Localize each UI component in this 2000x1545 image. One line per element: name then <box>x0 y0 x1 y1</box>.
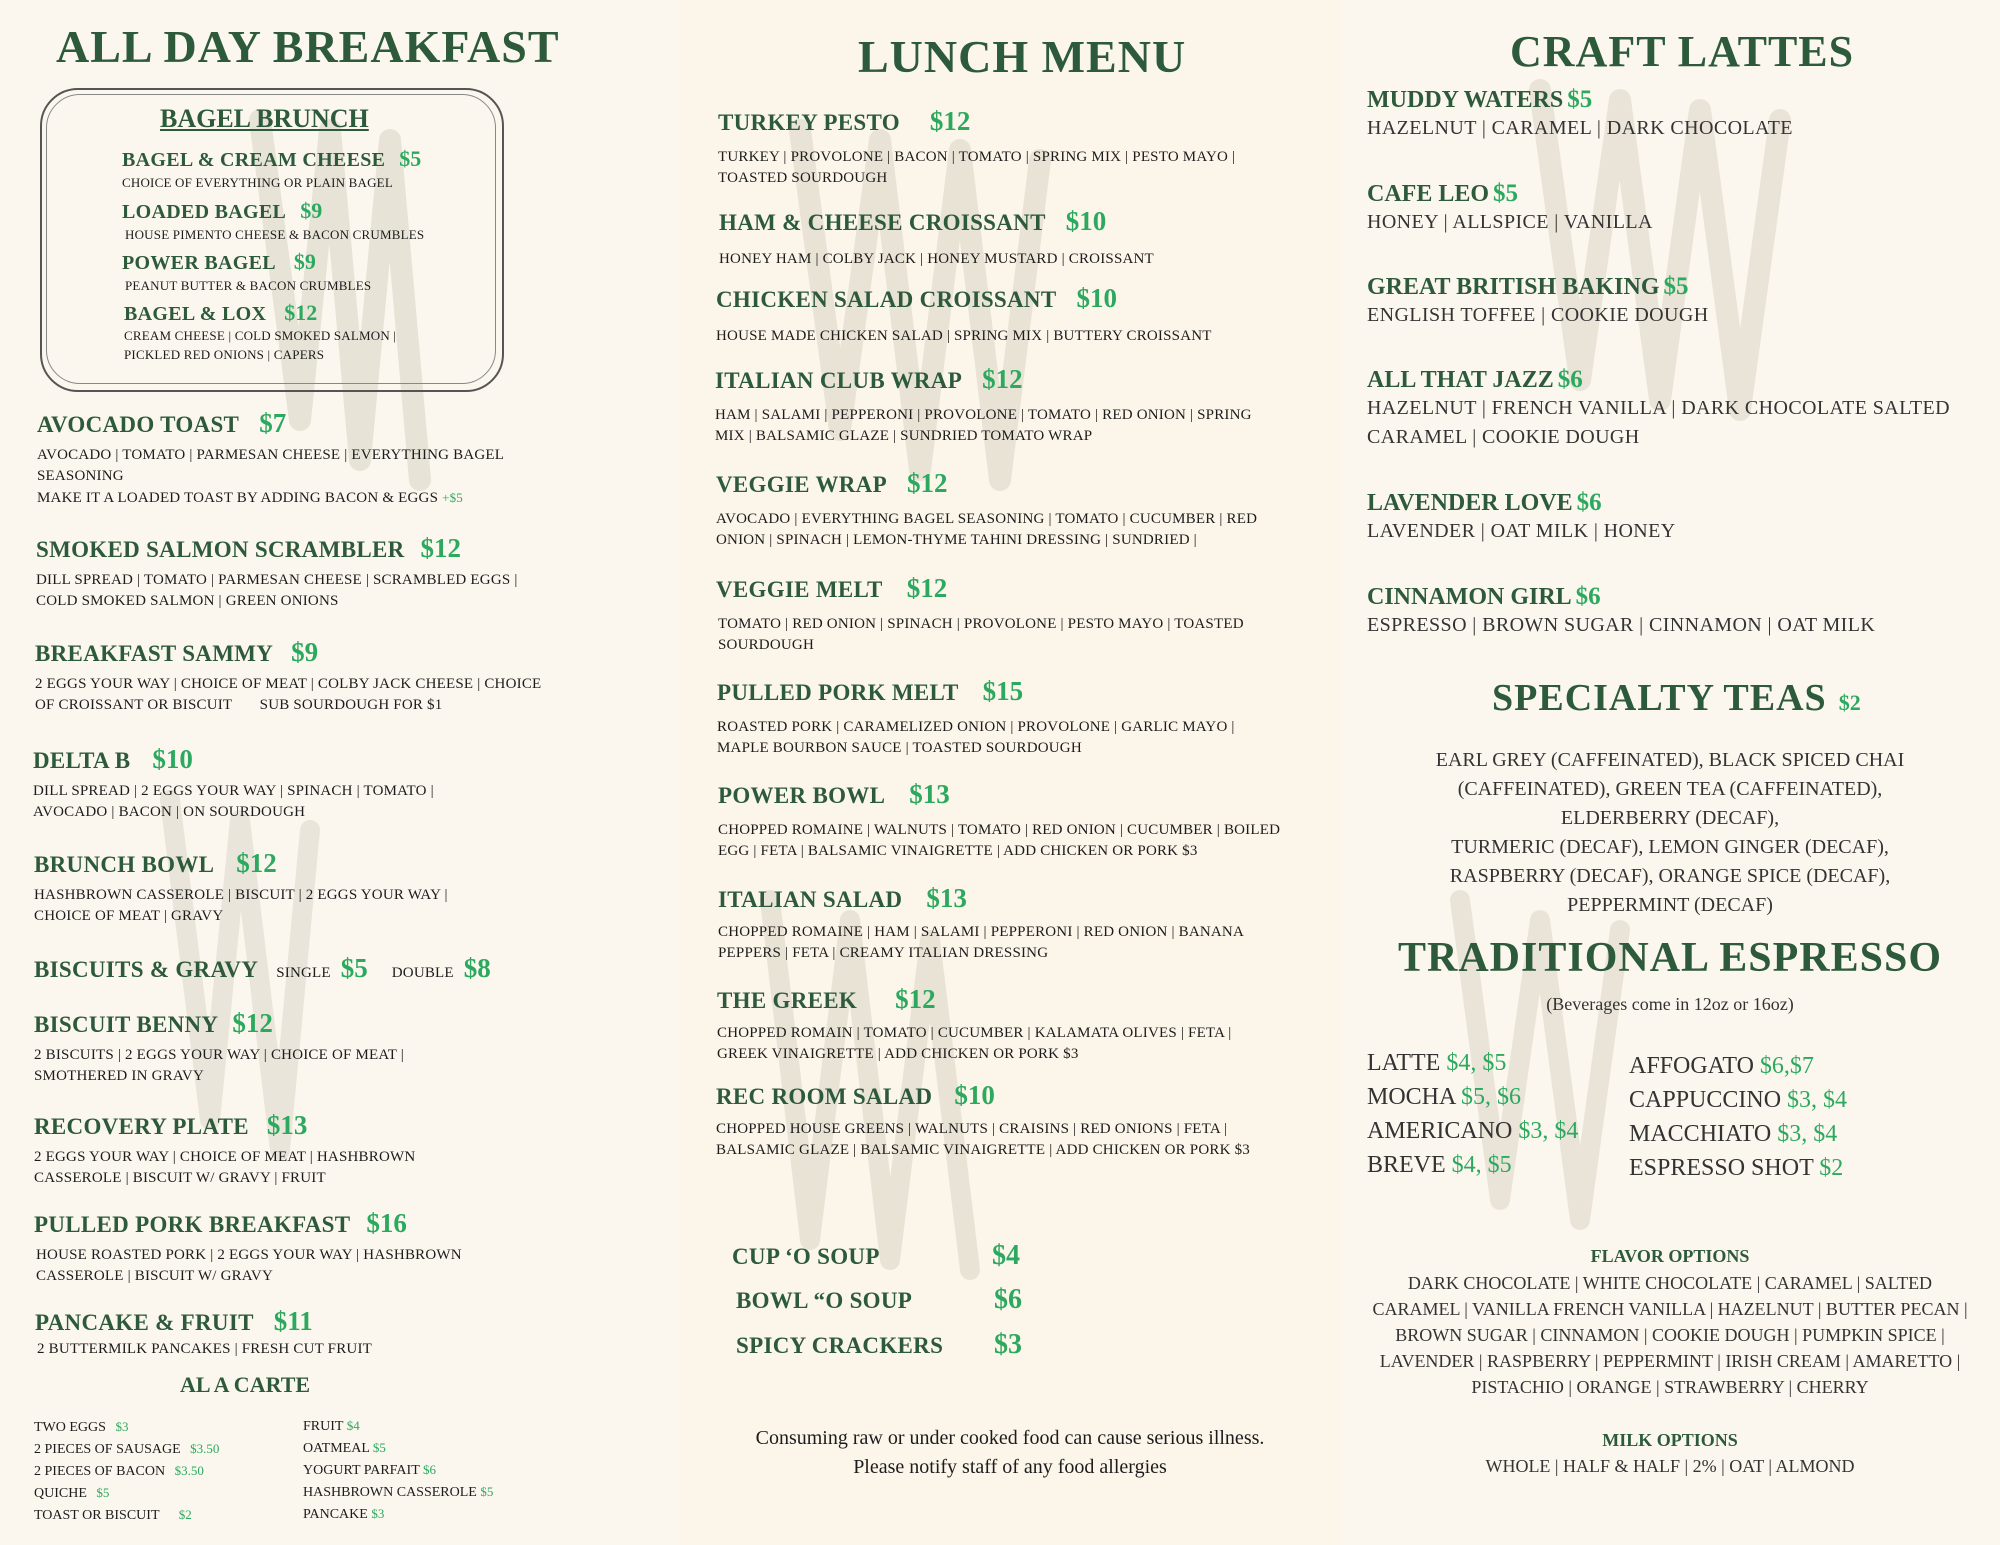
tea-line: EARL GREY (CAFFEINATED), BLACK SPICED CHAI <box>1435 749 1905 771</box>
item-price: $16 <box>366 1208 407 1238</box>
item-name: AVOCADO TOAST <box>37 412 240 437</box>
item-price: $12 <box>236 848 277 878</box>
espresso-price: $4, $5 <box>1451 1152 1512 1178</box>
latte-name: CAFE LEO <box>1367 181 1490 207</box>
ala-carte-name: 2 PIECES OF SAUSAGE <box>34 1442 181 1457</box>
teas-title: SPECIALTY TEAS <box>1492 677 1827 719</box>
item-desc: TOMATO | RED ONION | SPINACH | PROVOLONE | PESTO MAYO | TOASTED <box>718 616 1244 632</box>
espresso-price: $2 <box>1819 1155 1844 1181</box>
menu-item <box>716 283 1212 347</box>
menu-item <box>716 468 1257 551</box>
espresso-price: $3, $4 <box>1777 1121 1838 1147</box>
item-desc: AVOCADO | TOMATO | PARMESAN CHEESE | EVERYTHING BAGEL <box>37 447 505 463</box>
item-desc: 2 EGGS YOUR WAY | CHOICE OF MEAT | HASHBROWN <box>34 1149 416 1165</box>
latte-item <box>1367 86 1793 143</box>
item-desc: TOASTED SOURDOUGH <box>718 170 888 186</box>
ala-carte-price: $3.50 <box>174 1463 204 1478</box>
ala-carte-price: $2 <box>178 1507 192 1522</box>
item-name: VEGGIE MELT <box>716 577 883 602</box>
ala-carte-price: $3 <box>371 1506 385 1521</box>
teas-list <box>1360 746 1980 920</box>
item-desc: GREEK VINAIGRETTE | ADD CHICKEN OR PORK $3 <box>717 1046 1079 1062</box>
ala-carte-price: $5 <box>96 1485 110 1500</box>
latte-desc: HAZELNUT | CARAMEL | DARK CHOCOLATE <box>1367 117 1793 139</box>
espresso-price: $5, $6 <box>1461 1084 1522 1110</box>
menu-item <box>34 1110 415 1189</box>
item-name: LOADED BAGEL <box>122 201 287 223</box>
lunch-panel <box>680 0 1340 1545</box>
bagel-item <box>124 300 396 364</box>
item-desc: PEANUT BUTTER & BACON CRUMBLES <box>125 278 372 293</box>
item-desc: OF CROISSANT OR BISCUIT SUB SOURDOUGH FOR $1 <box>35 697 443 713</box>
item-price: $12 <box>895 984 936 1014</box>
item-desc: CASSEROLE | BISCUIT W/ GRAVY | FRUIT <box>34 1170 326 1186</box>
item-price: $10 <box>1065 206 1107 236</box>
menu-item <box>35 637 541 716</box>
espresso-price: $3, $4 <box>1518 1118 1579 1144</box>
latte-name: ALL THAT JAZZ <box>1367 367 1554 393</box>
item-price: $5 <box>399 146 422 171</box>
ala-carte-price: $6 <box>423 1462 437 1477</box>
notice-line: Please notify staff of any food allergies <box>853 1456 1167 1478</box>
menu-item <box>717 984 1231 1065</box>
menu-item <box>33 744 434 823</box>
double-price: $8 <box>463 953 491 983</box>
item-name: RECOVERY PLATE <box>34 1114 249 1139</box>
item-price: $12 <box>906 468 948 498</box>
latte-desc: CARAMEL | COOKIE DOUGH <box>1367 426 1640 448</box>
item-price: $7 <box>259 408 287 438</box>
item-desc: CASSEROLE | BISCUIT W/ GRAVY <box>36 1268 273 1284</box>
lunch-title: LUNCH MENU <box>858 31 1187 82</box>
menu-item <box>717 676 1235 759</box>
drinks-panel <box>1340 0 2000 1545</box>
item-name: BISCUITS & GRAVY <box>34 957 259 982</box>
item-desc: HAM | SALAMI | PEPPERONI | PROVOLONE | TOMATO | RED ONION | SPRING <box>715 407 1252 423</box>
ala-carte-name: PANCAKE <box>303 1507 368 1522</box>
ala-carte-price: $3 <box>115 1419 129 1434</box>
menu-item <box>718 779 1280 862</box>
item-desc: BALSAMIC GLAZE | BALSAMIC VINAIGRETTE | ADD CHICKEN OR PORK $3 <box>716 1142 1250 1158</box>
espresso-left <box>1367 1046 1578 1182</box>
item-name: PULLED PORK MELT <box>717 680 959 705</box>
menu-item <box>718 106 1235 189</box>
milk-list: WHOLE | HALF & HALF | 2% | OAT | ALMOND <box>1485 1456 1855 1476</box>
item-price: $13 <box>926 883 967 913</box>
latte-desc: HAZELNUT | FRENCH VANILLA | DARK CHOCOLATE SALTED <box>1367 397 1950 419</box>
bagel-item <box>122 249 371 296</box>
espresso-note: (Beverages come in 12oz or 16oz) <box>1546 994 1794 1014</box>
menu-item <box>716 573 1244 656</box>
item-name: TURKEY PESTO <box>718 110 900 135</box>
breakfast-panel <box>0 0 680 1545</box>
bagel-brunch-title: BAGEL BRUNCH <box>160 104 369 133</box>
item-name: BAGEL & CREAM CHEESE <box>122 149 386 171</box>
espresso-price: $3, $4 <box>1787 1087 1848 1113</box>
flavor-line: CARAMEL | VANILLA FRENCH VANILLA | HAZELNUT | BUTTER PECAN | <box>1372 1299 1968 1319</box>
latte-price: $6 <box>1576 489 1602 516</box>
latte-price: $5 <box>1493 180 1519 207</box>
flavor-line: PISTACHIO | ORANGE | STRAWBERRY | CHERRY <box>1471 1377 1869 1397</box>
item-name: ITALIAN SALAD <box>718 887 903 912</box>
item-desc: EGG | FETA | BALSAMIC VINAIGRETTE | ADD CHICKEN OR PORK $3 <box>718 843 1198 859</box>
item-desc: CREAM CHEESE | COLD SMOKED SALMON | <box>124 328 397 343</box>
espresso-name: AFFOGATO <box>1629 1053 1754 1079</box>
ala-carte-name: OATMEAL <box>303 1441 370 1456</box>
item-desc: ROASTED PORK | CARAMELIZED ONION | PROVOLONE | GARLIC MAYO | <box>717 719 1235 735</box>
item-price: $13 <box>266 1110 308 1140</box>
item-price: $13 <box>909 779 950 809</box>
double-label: DOUBLE <box>391 965 454 981</box>
ala-carte-name: QUICHE <box>34 1486 87 1501</box>
ala-carte-price: $5 <box>480 1484 494 1499</box>
menu-item <box>716 1080 1250 1161</box>
item-name: DELTA B <box>33 748 131 773</box>
espresso-name: MACCHIATO <box>1629 1121 1772 1147</box>
soup-name: CUP ‘O SOUP <box>732 1244 880 1269</box>
item-desc: SOURDOUGH <box>718 637 814 653</box>
soup-name: BOWL “O SOUP <box>736 1288 913 1313</box>
menu-item <box>35 1306 372 1360</box>
item-name: BRUNCH BOWL <box>34 852 215 877</box>
item-price: $9 <box>300 198 323 223</box>
ala-carte-price: $5 <box>372 1440 386 1455</box>
item-desc: COLD SMOKED SALMON | GREEN ONIONS <box>36 593 339 609</box>
item-price: $9 <box>291 637 319 667</box>
lattes-title: CRAFT LATTES <box>1510 27 1855 76</box>
ala-carte-price: $4 <box>346 1418 360 1433</box>
latte-item <box>1367 366 1950 452</box>
item-desc: AVOCADO | BACON | ON SOURDOUGH <box>33 804 306 820</box>
menu-item <box>37 408 504 509</box>
milk-title: MILK OPTIONS <box>1602 1430 1738 1450</box>
flavor-list <box>1340 1270 2000 1400</box>
item-desc: SMOTHERED IN GRAVY <box>34 1068 204 1084</box>
espresso-title: TRADITIONAL ESPRESSO <box>1398 935 1942 981</box>
single-label: SINGLE <box>276 965 331 981</box>
menu-item <box>34 953 491 984</box>
espresso-name: MOCHA <box>1367 1084 1456 1110</box>
flavor-line: DARK CHOCOLATE | WHITE CHOCOLATE | CARAMEL | SALTED <box>1407 1273 1933 1293</box>
item-desc: AVOCADO | EVERYTHING BAGEL SEASONING | TOMATO | CUCUMBER | RED <box>716 511 1258 527</box>
item-name: SMOKED SALMON SCRAMBLER <box>36 537 405 562</box>
item-desc: SEASONING <box>37 468 124 484</box>
menu-item <box>36 533 518 612</box>
ala-carte-name: YOGURT PARFAIT <box>303 1463 420 1478</box>
item-price: $12 <box>906 573 948 603</box>
item-desc: HOUSE ROASTED PORK | 2 EGGS YOUR WAY | HASHBROWN <box>36 1247 462 1263</box>
item-name: THE GREEK <box>717 988 858 1013</box>
notice-line: Consuming raw or under cooked food can cause serious illness. <box>755 1427 1265 1449</box>
bagel-item <box>122 146 421 193</box>
tea-line: (CAFFEINATED), GREEN TEA (CAFFEINATED), <box>1457 778 1883 800</box>
menu-item <box>715 364 1252 447</box>
item-desc: CHOICE OF MEAT | GRAVY <box>34 908 224 924</box>
menu-item <box>718 883 1244 964</box>
soup-price: $4 <box>992 1240 1020 1271</box>
single-price: $5 <box>340 953 368 983</box>
item-desc: CHOPPED HOUSE GREENS | WALNUTS | CRAISINS | RED ONIONS | FETA | <box>716 1121 1228 1137</box>
flavor-line: BROWN SUGAR | CINNAMON | COOKIE DOUGH | PUMPKIN SPICE | <box>1395 1325 1945 1345</box>
latte-desc: HONEY | ALLSPICE | VANILLA <box>1367 211 1653 233</box>
allergy-notice <box>700 1424 1320 1482</box>
latte-name: CINNAMON GIRL <box>1367 584 1572 610</box>
item-name: BAGEL & LOX <box>124 303 267 325</box>
item-desc: DILL SPREAD | TOMATO | PARMESAN CHEESE | SCRAMBLED EGGS | <box>36 572 518 588</box>
latte-price: $5 <box>1663 273 1689 300</box>
ala-carte-title: AL A CARTE <box>180 1372 311 1397</box>
espresso-name: LATTE <box>1367 1050 1441 1076</box>
item-desc: TURKEY | PROVOLONE | BACON | TOMATO | SPRING MIX | PESTO MAYO | <box>718 149 1236 165</box>
item-name: BREAKFAST SAMMY <box>35 641 274 666</box>
item-name: REC ROOM SALAD <box>716 1084 933 1109</box>
item-name: POWER BAGEL <box>122 252 276 274</box>
item-desc: 2 BISCUITS | 2 EGGS YOUR WAY | CHOICE OF MEAT | <box>34 1047 404 1063</box>
item-price: $10 <box>1076 283 1117 313</box>
item-desc: MIX | BALSAMIC GLAZE | SUNDRIED TOMATO WRAP <box>715 428 1093 444</box>
espresso-name: BREVE <box>1367 1152 1446 1178</box>
latte-price: $6 <box>1557 366 1583 393</box>
ala-carte-name: 2 PIECES OF BACON <box>34 1464 166 1479</box>
menu-item <box>34 1008 404 1087</box>
soup-price: $6 <box>994 1284 1022 1315</box>
ala-carte-right <box>303 1415 493 1525</box>
item-desc: PICKLED RED ONIONS | CAPERS <box>124 347 325 362</box>
item-price: $11 <box>273 1306 313 1336</box>
menu-item <box>719 206 1154 270</box>
latte-name: GREAT BRITISH BAKING <box>1367 274 1660 300</box>
item-name: ITALIAN CLUB WRAP <box>715 368 963 393</box>
item-name: VEGGIE WRAP <box>716 472 887 497</box>
tea-line: ELDERBERRY (DECAF), <box>1560 807 1780 829</box>
item-name: HAM & CHEESE CROISSANT <box>719 210 1046 235</box>
espresso-name: AMERICANO <box>1367 1118 1513 1144</box>
latte-item <box>1367 273 1709 330</box>
flavor-title: FLAVOR OPTIONS <box>1590 1246 1750 1266</box>
item-desc: CHOPPED ROMAINE | HAM | SALAMI | PEPPERONI | RED ONION | BANANA <box>718 924 1244 940</box>
item-price: $10 <box>954 1080 995 1110</box>
latte-desc: LAVENDER | OAT MILK | HONEY <box>1367 520 1676 542</box>
item-price: $12 <box>929 106 971 136</box>
ala-carte-name: HASHBROWN CASSEROLE <box>303 1485 477 1500</box>
item-name: PANCAKE & FRUIT <box>35 1310 254 1335</box>
item-desc: ONION | SPINACH | LEMON-THYME TAHINI DRESSING | SUNDRIED | <box>716 532 1197 548</box>
soup-price: $3 <box>994 1329 1022 1360</box>
latte-desc: ENGLISH TOFFEE | COOKIE DOUGH <box>1367 304 1709 326</box>
item-desc: DILL SPREAD | 2 EGGS YOUR WAY | SPINACH | TOMATO | <box>33 783 434 799</box>
ala-carte-left <box>34 1416 219 1526</box>
item-desc: CHOPPED ROMAINE | WALNUTS | TOMATO | RED ONION | CUCUMBER | BOILED <box>718 822 1281 838</box>
ala-carte-name: FRUIT <box>303 1419 344 1434</box>
item-desc: CHOPPED ROMAIN | TOMATO | CUCUMBER | KALAMATA OLIVES | FETA | <box>717 1025 1232 1041</box>
espresso-price: $4, $5 <box>1446 1050 1507 1076</box>
item-desc: 2 BUTTERMILK PANCAKES | FRESH CUT FRUIT <box>37 1341 373 1357</box>
item-desc: PEPPERS | FETA | CREAMY ITALIAN DRESSING <box>718 945 1049 961</box>
tea-line: RASPBERRY (DECAF), ORANGE SPICE (DECAF), <box>1449 865 1891 887</box>
item-desc: HOUSE MADE CHICKEN SALAD | SPRING MIX | BUTTERY CROISSANT <box>716 328 1212 344</box>
item-desc: HONEY HAM | COLBY JACK | HONEY MUSTARD | CROISSANT <box>719 251 1154 267</box>
tea-line: PEPPERMINT (DECAF) <box>1567 894 1773 916</box>
latte-price: $6 <box>1575 583 1601 610</box>
latte-price: $5 <box>1567 86 1593 113</box>
ala-carte-name: TWO EGGS <box>34 1420 106 1435</box>
latte-name: LAVENDER LOVE <box>1367 490 1573 516</box>
item-desc: MAPLE BOURBON SAUCE | TOASTED SOURDOUGH <box>717 740 1082 756</box>
item-price: $15 <box>982 676 1024 706</box>
latte-name: MUDDY WATERS <box>1367 87 1564 113</box>
item-price: $12 <box>232 1008 273 1038</box>
item-desc: 2 EGGS YOUR WAY | CHOICE OF MEAT | COLBY JACK CHEESE | CHOICE <box>35 676 542 692</box>
item-desc: MAKE IT A LOADED TOAST BY ADDING BACON & EGGS <box>37 490 439 506</box>
item-desc: HASHBROWN CASSEROLE | BISCUIT | 2 EGGS YOUR WAY | <box>34 887 448 903</box>
tea-line: TURMERIC (DECAF), LEMON GINGER (DECAF), <box>1451 836 1889 858</box>
breakfast-title: ALL DAY BREAKFAST <box>56 21 560 72</box>
espresso-price: $6,$7 <box>1759 1053 1814 1079</box>
flavor-line: LAVENDER | RASPBERRY | PEPPERMINT | IRISH CREAM | AMARETTO | <box>1379 1351 1961 1371</box>
item-desc: CHOICE OF EVERYTHING OR PLAIN BAGEL <box>122 175 393 190</box>
latte-item <box>1367 489 1676 546</box>
addon-price: +$5 <box>442 490 463 505</box>
item-name: CHICKEN SALAD CROISSANT <box>716 287 1057 312</box>
latte-item <box>1367 583 1875 640</box>
ala-carte-price: $3.50 <box>190 1441 220 1456</box>
item-price: $12 <box>284 300 318 325</box>
espresso-name: ESPRESSO SHOT <box>1629 1155 1814 1181</box>
item-price: $9 <box>293 249 316 274</box>
item-name: BISCUIT BENNY <box>34 1012 219 1037</box>
latte-item <box>1367 180 1653 237</box>
menu-item <box>34 848 448 927</box>
item-price: $10 <box>152 744 193 774</box>
item-price: $12 <box>982 364 1023 394</box>
item-price: $12 <box>420 533 462 563</box>
soup-name: SPICY CRACKERS <box>736 1333 944 1358</box>
espresso-right <box>1629 1049 1847 1185</box>
bagel-item <box>122 198 424 245</box>
item-name: PULLED PORK BREAKFAST <box>34 1212 351 1237</box>
item-name: POWER BOWL <box>718 783 886 808</box>
teas-price: $2 <box>1838 690 1861 715</box>
item-desc: HOUSE PIMENTO CHEESE & BACON CRUMBLES <box>125 227 425 242</box>
menu-item <box>34 1208 462 1287</box>
teas-heading <box>1492 676 1861 720</box>
latte-desc: ESPRESSO | BROWN SUGAR | CINNAMON | OAT MILK <box>1367 614 1876 636</box>
espresso-name: CAPPUCCINO <box>1629 1087 1782 1113</box>
ala-carte-name: TOAST OR BISCUIT <box>34 1508 160 1523</box>
